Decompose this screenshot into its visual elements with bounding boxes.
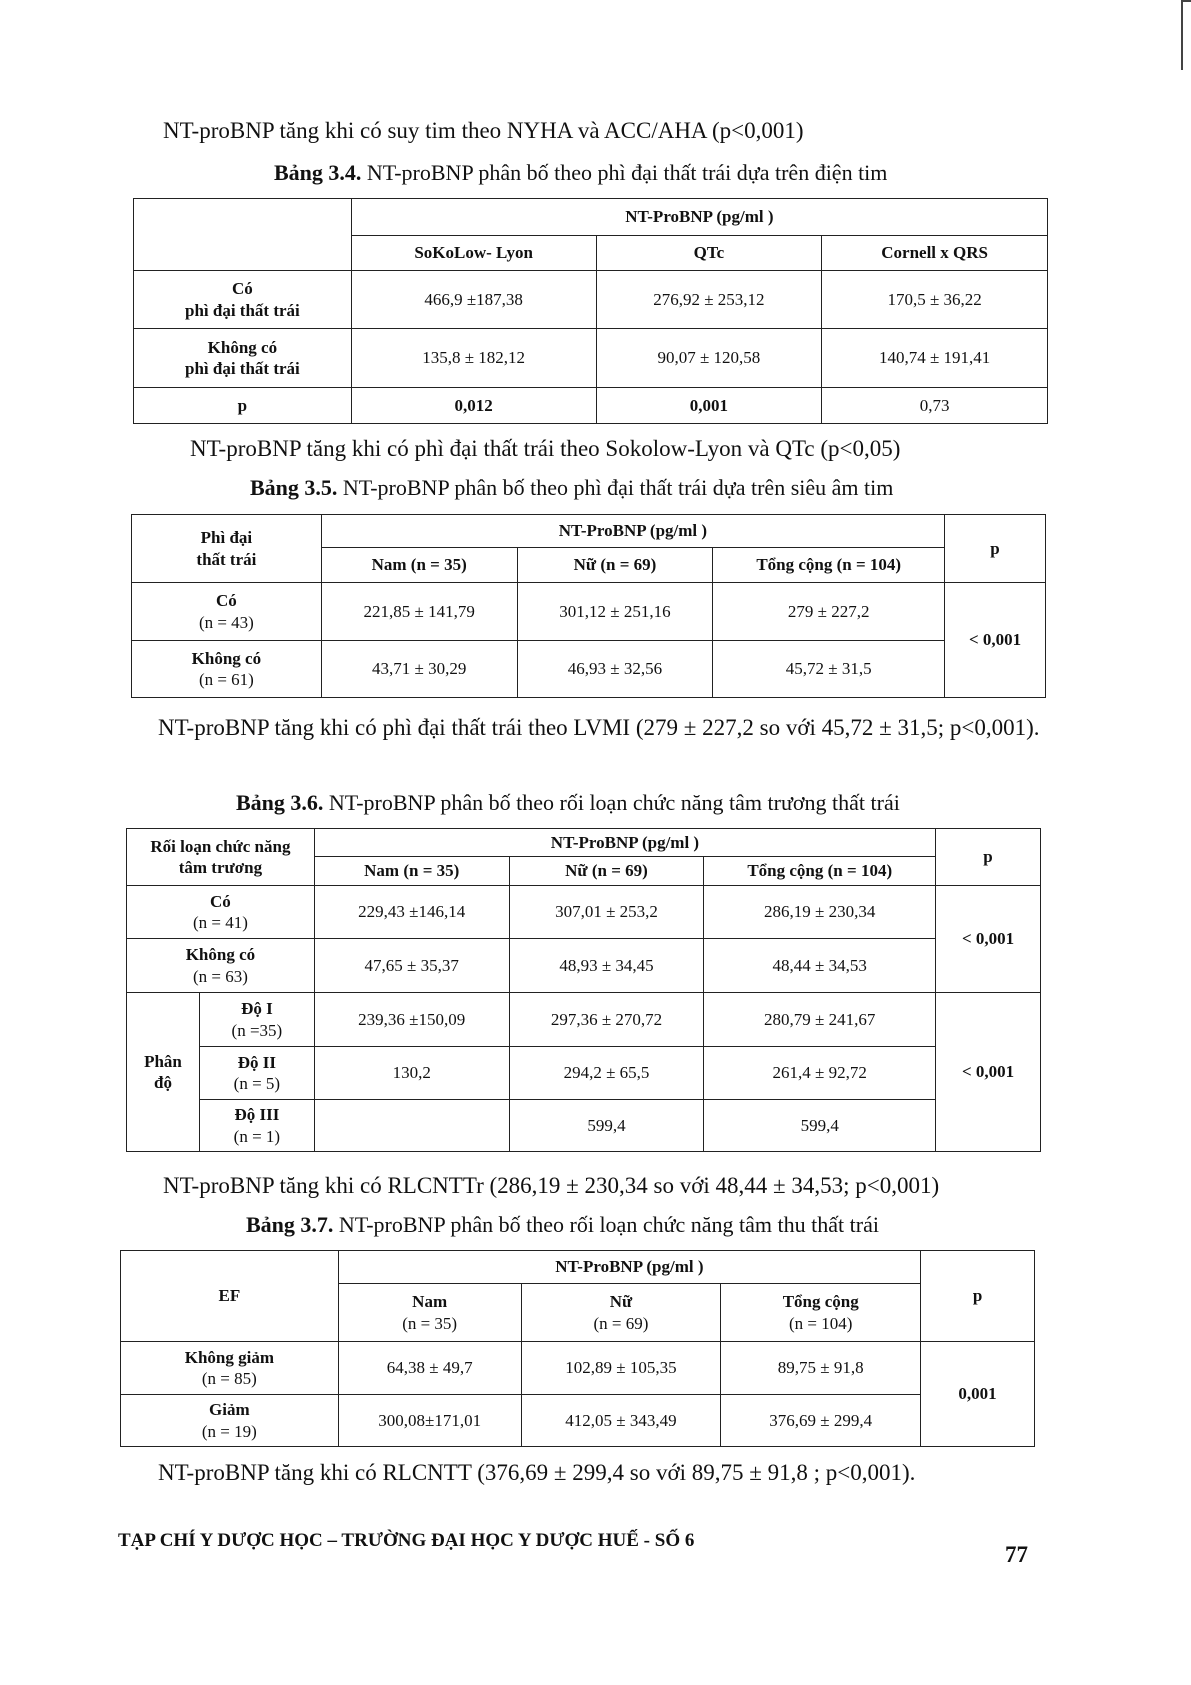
- table-row: [127, 1100, 1041, 1152]
- table35-group-header: NT-ProBNP (pg/ml ): [321, 515, 944, 548]
- table-cell: 412,05 ± 343,49: [521, 1395, 721, 1447]
- table37-caption-text: NT-proBNP phân bố theo rối loạn chức năng tâm thu thất trái: [333, 1212, 879, 1237]
- table37-p-header: p: [921, 1251, 1035, 1342]
- row-label: Không giảm (n = 85): [121, 1342, 339, 1395]
- table36-p-value-2: < 0,001: [936, 993, 1041, 1152]
- row-label: p: [134, 388, 352, 424]
- table37-caption: [246, 1212, 879, 1238]
- table35-p-value: < 0,001: [945, 583, 1046, 698]
- table37-caption-label: Bảng 3.7.: [246, 1212, 334, 1237]
- table36-p-header: p: [936, 829, 1041, 886]
- table-row: [132, 641, 1046, 698]
- table36-caption: [236, 790, 900, 816]
- table35-col-header: Nam (n = 35): [321, 548, 517, 583]
- table34-col-header: QTc: [596, 236, 822, 271]
- table-cell: 43,71 ± 30,29: [321, 641, 517, 698]
- table-row: [134, 329, 1048, 388]
- row-label: Có (n = 41): [127, 886, 315, 939]
- table34: [133, 198, 1048, 424]
- table34-group-header: NT-ProBNP (pg/ml ): [351, 199, 1047, 236]
- table35-caption-text: NT-proBNP phân bố theo phì đại thất trái dựa trên siêu âm tim: [337, 475, 894, 500]
- table34-caption-label: Bảng 3.4.: [274, 160, 362, 185]
- table37-col-header: Nam (n = 35): [338, 1284, 521, 1342]
- table-cell: 279 ± 227,2: [713, 583, 945, 641]
- intro-line: NT-proBNP tăng khi có suy tim theo NYHA và ACC/AHA (p<0,001): [163, 118, 804, 143]
- table36-col-header: Nữ (n = 69): [509, 857, 704, 886]
- table35-caption-label: Bảng 3.5.: [250, 475, 338, 500]
- table-cell: 102,89 ± 105,35: [521, 1342, 721, 1395]
- table-row: [127, 939, 1041, 993]
- table-cell: 239,36 ±150,09: [314, 993, 509, 1047]
- table-cell: 64,38 ± 49,7: [338, 1342, 521, 1395]
- row-label: Độ I (n =35): [199, 993, 314, 1047]
- table37-col-header: Nữ (n = 69): [521, 1284, 721, 1342]
- table-row: [127, 1047, 1041, 1100]
- table-row: [121, 1395, 1035, 1447]
- table34-caption: [274, 160, 887, 186]
- table-cell: 90,07 ± 120,58: [596, 329, 822, 388]
- table-cell: 221,85 ± 141,79: [321, 583, 517, 641]
- table-cell: 229,43 ±146,14: [314, 886, 509, 939]
- table-cell: 301,12 ± 251,16: [517, 583, 713, 641]
- table-cell: 307,01 ± 253,2: [509, 886, 704, 939]
- table-cell: [314, 1100, 509, 1152]
- table-cell: 466,9 ±187,38: [351, 271, 596, 329]
- table34-col-header: SoKoLow- Lyon: [351, 236, 596, 271]
- grade-group-label: Phân độ: [127, 993, 200, 1152]
- table37-col-header: Tổng cộng (n = 104): [721, 1284, 921, 1342]
- table36-col-header: Nam (n = 35): [314, 857, 509, 886]
- table-cell: 140,74 ± 191,41: [822, 329, 1048, 388]
- table-cell: 48,44 ± 34,53: [704, 939, 936, 993]
- table-cell: 376,69 ± 299,4: [721, 1395, 921, 1447]
- table36-caption-label: Bảng 3.6.: [236, 790, 324, 815]
- table-row: [127, 886, 1041, 939]
- table-cell: 170,5 ± 36,22: [822, 271, 1048, 329]
- table-cell: 261,4 ± 92,72: [704, 1047, 936, 1100]
- note36: NT-proBNP tăng khi có RLCNTTr (286,19 ± 230,34 so với 48,44 ± 34,53; p<0,001): [163, 1173, 940, 1198]
- table34-caption-text: NT-proBNP phân bố theo phì đại thất trái dựa trên điện tim: [361, 160, 888, 185]
- note34: NT-proBNP tăng khi có phì đại thất trái theo Sokolow-Lyon và QTc (p<0,05): [190, 436, 901, 461]
- table35-col-header: Nữ (n = 69): [517, 548, 713, 583]
- table-row: [132, 583, 1046, 641]
- table-cell: 130,2: [314, 1047, 509, 1100]
- table-cell: 135,8 ± 182,12: [351, 329, 596, 388]
- table-cell: 294,2 ± 65,5: [509, 1047, 704, 1100]
- table-cell: 0,012: [351, 388, 596, 424]
- table-row: [121, 1342, 1035, 1395]
- table34-corner: [134, 199, 352, 271]
- table-cell: 0,001: [596, 388, 822, 424]
- table36-col-header: Tổng cộng (n = 104): [704, 857, 936, 886]
- row-label: Độ II (n = 5): [199, 1047, 314, 1100]
- note35: NT-proBNP tăng khi có phì đại thất trái theo LVMI (279 ± 227,2 so với 45,72 ± 31,5; p<0,001).: [158, 715, 1040, 740]
- table36-caption-text: NT-proBNP phân bố theo rối loạn chức năng tâm trương thất trái: [323, 790, 900, 815]
- table-row: [134, 388, 1048, 424]
- table35-corner: Phì đại thất trái: [132, 515, 322, 583]
- table-cell: 276,92 ± 253,12: [596, 271, 822, 329]
- scan-edge-mark-top: [1181, 0, 1191, 2]
- table-cell: 286,19 ± 230,34: [704, 886, 936, 939]
- table36: [126, 828, 1041, 1152]
- table-cell: 599,4: [509, 1100, 704, 1152]
- table37-p-value: 0,001: [921, 1342, 1035, 1447]
- table-row: [134, 271, 1048, 329]
- table-cell: 89,75 ± 91,8: [721, 1342, 921, 1395]
- page-number: 77: [1005, 1542, 1028, 1567]
- table36-p-value-1: < 0,001: [936, 886, 1041, 993]
- row-label: Độ III (n = 1): [199, 1100, 314, 1152]
- table36-group-header: NT-ProBNP (pg/ml ): [314, 829, 935, 857]
- table34-col-header: Cornell x QRS: [822, 236, 1048, 271]
- table37-group-header: NT-ProBNP (pg/ml ): [338, 1251, 920, 1284]
- row-label: Không có phì đại thất trái: [134, 329, 352, 388]
- table35: [131, 514, 1046, 698]
- table-cell: 0,73: [822, 388, 1048, 424]
- note37: NT-proBNP tăng khi có RLCNTT (376,69 ± 299,4 so với 89,75 ± 91,8 ; p<0,001).: [158, 1460, 916, 1485]
- table37-corner: EF: [121, 1251, 339, 1342]
- table35-caption: [250, 475, 893, 501]
- table-cell: 280,79 ± 241,67: [704, 993, 936, 1047]
- table35-p-header: p: [945, 515, 1046, 583]
- row-label: Không có (n = 61): [132, 641, 322, 698]
- scan-edge-mark: [1181, 0, 1183, 70]
- journal-footer: TẠP CHÍ Y DƯỢC HỌC – TRƯỜNG ĐẠI HỌC Y DƯỢC HUẾ - SỐ 6: [118, 1530, 695, 1551]
- table37: [120, 1250, 1035, 1447]
- table-cell: 297,36 ± 270,72: [509, 993, 704, 1047]
- table-cell: 300,08±171,01: [338, 1395, 521, 1447]
- table-row: [127, 993, 1041, 1047]
- row-label: Không có (n = 63): [127, 939, 315, 993]
- row-label: Có (n = 43): [132, 583, 322, 641]
- table-cell: 46,93 ± 32,56: [517, 641, 713, 698]
- table36-corner: Rối loạn chức năng tâm trương: [127, 829, 315, 886]
- table35-col-header: Tổng cộng (n = 104): [713, 548, 945, 583]
- table-cell: 48,93 ± 34,45: [509, 939, 704, 993]
- table-cell: 47,65 ± 35,37: [314, 939, 509, 993]
- table-cell: 45,72 ± 31,5: [713, 641, 945, 698]
- row-label: Giảm (n = 19): [121, 1395, 339, 1447]
- table-cell: 599,4: [704, 1100, 936, 1152]
- row-label: Có phì đại thất trái: [134, 271, 352, 329]
